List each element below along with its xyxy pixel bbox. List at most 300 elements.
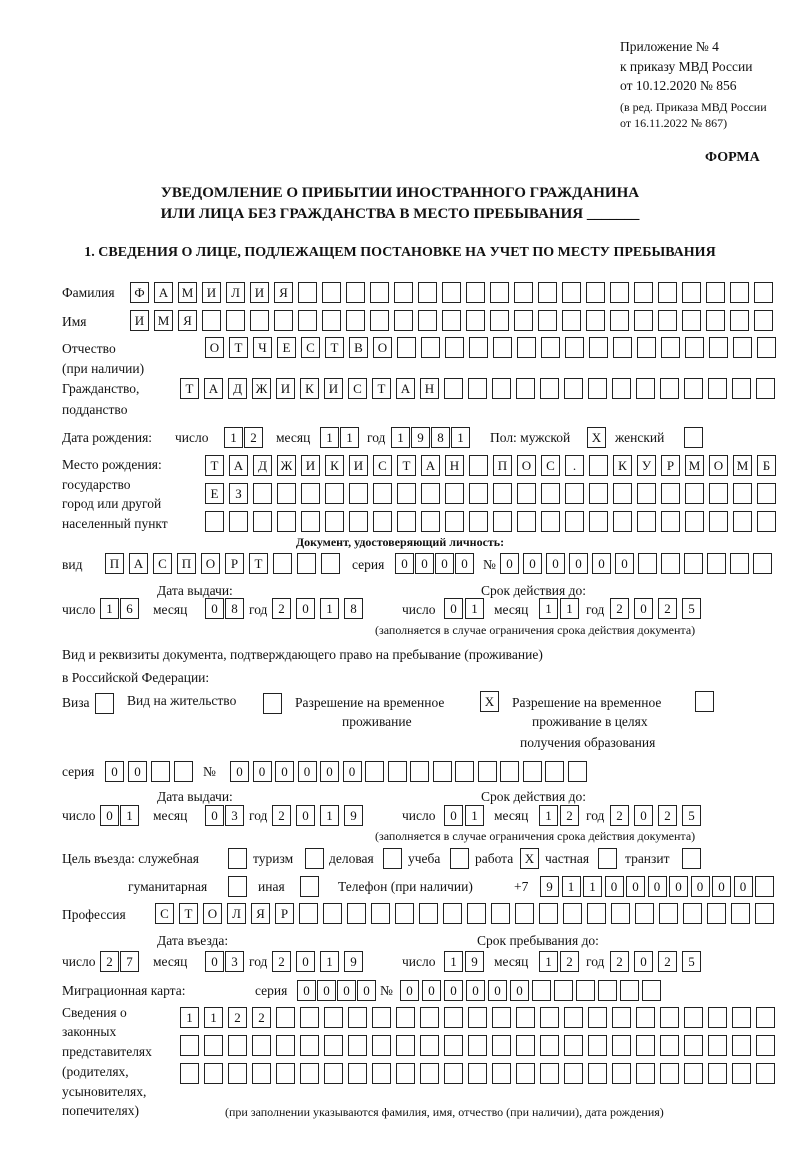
char-box[interactable]: 0 bbox=[320, 761, 339, 782]
char-box[interactable]: 3 bbox=[225, 951, 244, 972]
char-box[interactable] bbox=[541, 483, 560, 504]
char-box[interactable] bbox=[273, 553, 292, 574]
char-box[interactable] bbox=[397, 511, 416, 532]
char-box[interactable] bbox=[300, 876, 319, 897]
char-box[interactable] bbox=[613, 511, 632, 532]
char-box[interactable]: 2 bbox=[244, 427, 263, 448]
char-box[interactable]: 1 bbox=[320, 598, 339, 619]
char-box[interactable] bbox=[297, 553, 316, 574]
char-box[interactable] bbox=[372, 1063, 391, 1084]
char-box[interactable] bbox=[253, 511, 272, 532]
char-box[interactable] bbox=[613, 483, 632, 504]
char-box[interactable]: 9 bbox=[344, 805, 363, 826]
char-box[interactable] bbox=[324, 1007, 343, 1028]
char-box[interactable] bbox=[540, 378, 559, 399]
char-box[interactable]: 1 bbox=[465, 598, 484, 619]
char-box[interactable]: К bbox=[325, 455, 344, 476]
char-box[interactable]: С bbox=[348, 378, 367, 399]
char-box[interactable] bbox=[300, 1007, 319, 1028]
char-box[interactable] bbox=[709, 511, 728, 532]
char-box[interactable]: 0 bbox=[691, 876, 710, 897]
char-box[interactable]: 0 bbox=[444, 980, 463, 1001]
char-box[interactable]: А bbox=[396, 378, 415, 399]
char-box[interactable]: 0 bbox=[712, 876, 731, 897]
char-box[interactable]: 0 bbox=[615, 553, 634, 574]
char-box[interactable] bbox=[541, 511, 560, 532]
char-box[interactable]: 1 bbox=[180, 1007, 199, 1028]
char-box[interactable] bbox=[410, 761, 429, 782]
char-box[interactable] bbox=[732, 1007, 751, 1028]
char-box[interactable]: С bbox=[541, 455, 560, 476]
char-box[interactable] bbox=[684, 1035, 703, 1056]
char-box[interactable] bbox=[388, 761, 407, 782]
char-box[interactable] bbox=[565, 483, 584, 504]
char-box[interactable]: 0 bbox=[444, 598, 463, 619]
char-box[interactable]: М bbox=[154, 310, 173, 331]
char-box[interactable] bbox=[708, 1035, 727, 1056]
char-box[interactable]: 0 bbox=[523, 553, 542, 574]
char-box[interactable]: 1 bbox=[539, 805, 558, 826]
char-box[interactable] bbox=[370, 310, 389, 331]
char-box[interactable] bbox=[493, 483, 512, 504]
char-box[interactable]: Р bbox=[275, 903, 294, 924]
char-box[interactable] bbox=[421, 511, 440, 532]
char-box[interactable]: 0 bbox=[205, 805, 224, 826]
char-box[interactable] bbox=[365, 761, 384, 782]
char-box[interactable] bbox=[325, 511, 344, 532]
char-box[interactable]: О bbox=[201, 553, 220, 574]
char-box[interactable] bbox=[443, 903, 462, 924]
char-box[interactable] bbox=[321, 553, 340, 574]
char-box[interactable]: Н bbox=[445, 455, 464, 476]
char-box[interactable]: 0 bbox=[435, 553, 454, 574]
char-box[interactable]: 0 bbox=[415, 553, 434, 574]
char-box[interactable] bbox=[708, 1007, 727, 1028]
char-box[interactable]: Я bbox=[251, 903, 270, 924]
char-box[interactable] bbox=[397, 483, 416, 504]
char-box[interactable]: 3 bbox=[225, 805, 244, 826]
char-box[interactable]: Т bbox=[205, 455, 224, 476]
char-box[interactable]: 8 bbox=[431, 427, 450, 448]
char-box[interactable] bbox=[598, 848, 617, 869]
char-box[interactable] bbox=[253, 483, 272, 504]
char-box[interactable]: 0 bbox=[296, 951, 315, 972]
char-box[interactable] bbox=[684, 553, 703, 574]
char-box[interactable] bbox=[500, 761, 519, 782]
char-box[interactable] bbox=[383, 848, 402, 869]
char-box[interactable] bbox=[756, 378, 775, 399]
char-box[interactable]: З bbox=[229, 483, 248, 504]
char-box[interactable]: 0 bbox=[357, 980, 376, 1001]
char-box[interactable] bbox=[564, 1063, 583, 1084]
char-box[interactable] bbox=[684, 1007, 703, 1028]
char-box[interactable] bbox=[469, 511, 488, 532]
char-box[interactable] bbox=[420, 1007, 439, 1028]
char-box[interactable] bbox=[637, 483, 656, 504]
char-box[interactable]: Е bbox=[277, 337, 296, 358]
char-box[interactable]: 0 bbox=[400, 980, 419, 1001]
char-box[interactable] bbox=[323, 903, 342, 924]
char-box[interactable]: 2 bbox=[252, 1007, 271, 1028]
char-box[interactable]: П bbox=[105, 553, 124, 574]
char-box[interactable] bbox=[204, 1035, 223, 1056]
char-box[interactable] bbox=[372, 1035, 391, 1056]
char-box[interactable]: 6 bbox=[120, 598, 139, 619]
char-box[interactable] bbox=[445, 483, 464, 504]
char-box[interactable]: 0 bbox=[205, 951, 224, 972]
char-box[interactable] bbox=[637, 511, 656, 532]
char-box[interactable] bbox=[301, 511, 320, 532]
char-box[interactable]: X bbox=[587, 427, 606, 448]
char-box[interactable] bbox=[348, 1063, 367, 1084]
char-box[interactable]: 2 bbox=[610, 951, 629, 972]
char-box[interactable] bbox=[733, 337, 752, 358]
char-box[interactable] bbox=[684, 1063, 703, 1084]
char-box[interactable] bbox=[754, 282, 773, 303]
char-box[interactable] bbox=[349, 511, 368, 532]
char-box[interactable] bbox=[661, 337, 680, 358]
char-box[interactable] bbox=[492, 1035, 511, 1056]
char-box[interactable]: X bbox=[520, 848, 539, 869]
char-box[interactable]: Е bbox=[205, 483, 224, 504]
char-box[interactable] bbox=[589, 483, 608, 504]
char-box[interactable] bbox=[733, 483, 752, 504]
char-box[interactable]: 2 bbox=[272, 951, 291, 972]
char-box[interactable]: Ж bbox=[252, 378, 271, 399]
char-box[interactable] bbox=[469, 337, 488, 358]
char-box[interactable]: 0 bbox=[296, 805, 315, 826]
char-box[interactable] bbox=[685, 337, 704, 358]
char-box[interactable]: 1 bbox=[562, 876, 581, 897]
char-box[interactable]: 0 bbox=[605, 876, 624, 897]
char-box[interactable]: Т bbox=[397, 455, 416, 476]
char-box[interactable] bbox=[523, 761, 542, 782]
char-box[interactable] bbox=[445, 337, 464, 358]
char-box[interactable] bbox=[634, 310, 653, 331]
char-box[interactable] bbox=[660, 378, 679, 399]
char-box[interactable]: 9 bbox=[465, 951, 484, 972]
char-box[interactable]: 0 bbox=[297, 980, 316, 1001]
char-box[interactable] bbox=[346, 282, 365, 303]
char-box[interactable]: А bbox=[129, 553, 148, 574]
char-box[interactable] bbox=[589, 455, 608, 476]
char-box[interactable] bbox=[540, 1007, 559, 1028]
char-box[interactable]: Ч bbox=[253, 337, 272, 358]
char-box[interactable] bbox=[588, 1007, 607, 1028]
char-box[interactable]: И bbox=[324, 378, 343, 399]
char-box[interactable]: М bbox=[733, 455, 752, 476]
char-box[interactable] bbox=[661, 553, 680, 574]
char-box[interactable]: 0 bbox=[734, 876, 753, 897]
char-box[interactable] bbox=[347, 903, 366, 924]
char-box[interactable]: 2 bbox=[100, 951, 119, 972]
char-box[interactable]: 0 bbox=[337, 980, 356, 1001]
char-box[interactable] bbox=[706, 282, 725, 303]
char-box[interactable] bbox=[733, 511, 752, 532]
char-box[interactable] bbox=[539, 903, 558, 924]
char-box[interactable] bbox=[324, 1063, 343, 1084]
char-box[interactable] bbox=[707, 553, 726, 574]
char-box[interactable]: 2 bbox=[610, 805, 629, 826]
char-box[interactable] bbox=[541, 337, 560, 358]
char-box[interactable]: 1 bbox=[320, 951, 339, 972]
char-box[interactable]: 1 bbox=[320, 805, 339, 826]
char-box[interactable]: 0 bbox=[395, 553, 414, 574]
char-box[interactable]: 0 bbox=[296, 598, 315, 619]
char-box[interactable] bbox=[516, 1007, 535, 1028]
char-box[interactable] bbox=[301, 483, 320, 504]
char-box[interactable] bbox=[612, 1035, 631, 1056]
char-box[interactable] bbox=[598, 980, 617, 1001]
char-box[interactable] bbox=[682, 848, 701, 869]
char-box[interactable] bbox=[636, 1063, 655, 1084]
char-box[interactable]: 0 bbox=[230, 761, 249, 782]
char-box[interactable] bbox=[492, 378, 511, 399]
char-box[interactable] bbox=[346, 310, 365, 331]
char-box[interactable]: 2 bbox=[228, 1007, 247, 1028]
char-box[interactable] bbox=[205, 511, 224, 532]
char-box[interactable]: О bbox=[205, 337, 224, 358]
char-box[interactable] bbox=[348, 1007, 367, 1028]
char-box[interactable] bbox=[635, 903, 654, 924]
char-box[interactable] bbox=[202, 310, 221, 331]
char-box[interactable] bbox=[568, 761, 587, 782]
char-box[interactable] bbox=[661, 483, 680, 504]
char-box[interactable]: 0 bbox=[275, 761, 294, 782]
char-box[interactable] bbox=[732, 378, 751, 399]
char-box[interactable] bbox=[660, 1035, 679, 1056]
char-box[interactable] bbox=[396, 1007, 415, 1028]
char-box[interactable] bbox=[660, 1007, 679, 1028]
char-box[interactable] bbox=[589, 337, 608, 358]
char-box[interactable]: Б bbox=[757, 455, 776, 476]
char-box[interactable] bbox=[708, 378, 727, 399]
char-box[interactable] bbox=[516, 378, 535, 399]
char-box[interactable]: Л bbox=[226, 282, 245, 303]
char-box[interactable]: 2 bbox=[658, 805, 677, 826]
char-box[interactable] bbox=[754, 310, 773, 331]
char-box[interactable]: Т bbox=[229, 337, 248, 358]
char-box[interactable]: Н bbox=[420, 378, 439, 399]
char-box[interactable]: . bbox=[565, 455, 584, 476]
char-box[interactable] bbox=[682, 282, 701, 303]
char-box[interactable] bbox=[226, 310, 245, 331]
char-box[interactable] bbox=[516, 1035, 535, 1056]
char-box[interactable] bbox=[516, 1063, 535, 1084]
char-box[interactable] bbox=[418, 282, 437, 303]
char-box[interactable] bbox=[611, 903, 630, 924]
char-box[interactable] bbox=[540, 1063, 559, 1084]
char-box[interactable]: Т bbox=[180, 378, 199, 399]
char-box[interactable]: 0 bbox=[634, 951, 653, 972]
char-box[interactable] bbox=[732, 1063, 751, 1084]
char-box[interactable]: О bbox=[373, 337, 392, 358]
char-box[interactable] bbox=[397, 337, 416, 358]
char-box[interactable]: О bbox=[517, 455, 536, 476]
char-box[interactable] bbox=[478, 761, 497, 782]
char-box[interactable] bbox=[589, 511, 608, 532]
char-box[interactable]: С bbox=[301, 337, 320, 358]
char-box[interactable]: 0 bbox=[128, 761, 147, 782]
char-box[interactable] bbox=[682, 310, 701, 331]
char-box[interactable] bbox=[562, 282, 581, 303]
char-box[interactable]: 1 bbox=[100, 598, 119, 619]
char-box[interactable] bbox=[732, 1035, 751, 1056]
char-box[interactable]: 1 bbox=[465, 805, 484, 826]
char-box[interactable] bbox=[442, 282, 461, 303]
char-box[interactable]: И bbox=[202, 282, 221, 303]
char-box[interactable] bbox=[228, 1063, 247, 1084]
char-box[interactable] bbox=[564, 1035, 583, 1056]
char-box[interactable]: 0 bbox=[466, 980, 485, 1001]
char-box[interactable] bbox=[180, 1063, 199, 1084]
char-box[interactable] bbox=[755, 903, 774, 924]
char-box[interactable] bbox=[493, 511, 512, 532]
char-box[interactable] bbox=[421, 483, 440, 504]
char-box[interactable] bbox=[612, 1063, 631, 1084]
char-box[interactable] bbox=[95, 693, 114, 714]
char-box[interactable]: 0 bbox=[253, 761, 272, 782]
char-box[interactable] bbox=[421, 337, 440, 358]
char-box[interactable] bbox=[757, 337, 776, 358]
char-box[interactable] bbox=[490, 310, 509, 331]
char-box[interactable]: Т bbox=[372, 378, 391, 399]
char-box[interactable] bbox=[514, 310, 533, 331]
char-box[interactable] bbox=[395, 903, 414, 924]
char-box[interactable]: И bbox=[276, 378, 295, 399]
char-box[interactable] bbox=[276, 1063, 295, 1084]
char-box[interactable]: X bbox=[480, 691, 499, 712]
char-box[interactable]: 0 bbox=[669, 876, 688, 897]
char-box[interactable] bbox=[638, 553, 657, 574]
char-box[interactable]: К bbox=[613, 455, 632, 476]
char-box[interactable] bbox=[373, 511, 392, 532]
char-box[interactable] bbox=[493, 337, 512, 358]
char-box[interactable] bbox=[325, 483, 344, 504]
char-box[interactable]: Д bbox=[228, 378, 247, 399]
char-box[interactable]: О bbox=[203, 903, 222, 924]
char-box[interactable]: О bbox=[709, 455, 728, 476]
char-box[interactable] bbox=[305, 848, 324, 869]
char-box[interactable] bbox=[564, 378, 583, 399]
char-box[interactable]: 1 bbox=[204, 1007, 223, 1028]
char-box[interactable] bbox=[444, 1063, 463, 1084]
char-box[interactable] bbox=[515, 903, 534, 924]
char-box[interactable] bbox=[637, 337, 656, 358]
char-box[interactable]: 7 bbox=[120, 951, 139, 972]
char-box[interactable]: С bbox=[153, 553, 172, 574]
char-box[interactable] bbox=[466, 310, 485, 331]
char-box[interactable]: 2 bbox=[272, 598, 291, 619]
char-box[interactable] bbox=[433, 761, 452, 782]
char-box[interactable]: 2 bbox=[272, 805, 291, 826]
char-box[interactable] bbox=[610, 282, 629, 303]
char-box[interactable] bbox=[300, 1063, 319, 1084]
char-box[interactable] bbox=[419, 903, 438, 924]
char-box[interactable] bbox=[373, 483, 392, 504]
char-box[interactable] bbox=[174, 761, 193, 782]
char-box[interactable] bbox=[730, 310, 749, 331]
char-box[interactable] bbox=[469, 483, 488, 504]
char-box[interactable] bbox=[757, 483, 776, 504]
char-box[interactable] bbox=[564, 1007, 583, 1028]
char-box[interactable] bbox=[348, 1035, 367, 1056]
char-box[interactable] bbox=[468, 378, 487, 399]
char-box[interactable] bbox=[349, 483, 368, 504]
char-box[interactable] bbox=[229, 511, 248, 532]
char-box[interactable]: 1 bbox=[340, 427, 359, 448]
char-box[interactable] bbox=[661, 511, 680, 532]
char-box[interactable] bbox=[588, 1035, 607, 1056]
char-box[interactable] bbox=[418, 310, 437, 331]
char-box[interactable]: 0 bbox=[422, 980, 441, 1001]
char-box[interactable] bbox=[586, 310, 605, 331]
char-box[interactable] bbox=[634, 282, 653, 303]
char-box[interactable] bbox=[324, 1035, 343, 1056]
char-box[interactable]: 2 bbox=[658, 951, 677, 972]
char-box[interactable]: И bbox=[250, 282, 269, 303]
char-box[interactable] bbox=[612, 1007, 631, 1028]
char-box[interactable] bbox=[277, 511, 296, 532]
char-box[interactable]: 5 bbox=[682, 598, 701, 619]
char-box[interactable]: М bbox=[178, 282, 197, 303]
char-box[interactable]: Я bbox=[274, 282, 293, 303]
char-box[interactable]: И bbox=[130, 310, 149, 331]
char-box[interactable] bbox=[228, 876, 247, 897]
char-box[interactable] bbox=[491, 903, 510, 924]
char-box[interactable]: А bbox=[229, 455, 248, 476]
char-box[interactable] bbox=[709, 337, 728, 358]
char-box[interactable] bbox=[730, 282, 749, 303]
char-box[interactable] bbox=[517, 511, 536, 532]
char-box[interactable]: Ф bbox=[130, 282, 149, 303]
char-box[interactable] bbox=[562, 310, 581, 331]
char-box[interactable]: И bbox=[301, 455, 320, 476]
char-box[interactable] bbox=[420, 1063, 439, 1084]
char-box[interactable]: Р bbox=[661, 455, 680, 476]
char-box[interactable]: 9 bbox=[540, 876, 559, 897]
char-box[interactable] bbox=[554, 980, 573, 1001]
char-box[interactable]: Л bbox=[227, 903, 246, 924]
char-box[interactable]: 1 bbox=[120, 805, 139, 826]
char-box[interactable] bbox=[455, 761, 474, 782]
char-box[interactable] bbox=[450, 848, 469, 869]
char-box[interactable]: 0 bbox=[444, 805, 463, 826]
char-box[interactable] bbox=[538, 282, 557, 303]
char-box[interactable]: 2 bbox=[658, 598, 677, 619]
char-box[interactable]: М bbox=[685, 455, 704, 476]
char-box[interactable] bbox=[576, 980, 595, 1001]
char-box[interactable]: Т bbox=[249, 553, 268, 574]
char-box[interactable]: 1 bbox=[391, 427, 410, 448]
char-box[interactable]: Т bbox=[179, 903, 198, 924]
char-box[interactable] bbox=[730, 553, 749, 574]
char-box[interactable] bbox=[517, 483, 536, 504]
char-box[interactable]: 1 bbox=[583, 876, 602, 897]
char-box[interactable] bbox=[588, 378, 607, 399]
char-box[interactable]: 0 bbox=[205, 598, 224, 619]
char-box[interactable] bbox=[322, 310, 341, 331]
char-box[interactable] bbox=[658, 282, 677, 303]
char-box[interactable] bbox=[298, 310, 317, 331]
char-box[interactable] bbox=[695, 691, 714, 712]
char-box[interactable]: 2 bbox=[560, 951, 579, 972]
char-box[interactable] bbox=[684, 378, 703, 399]
char-box[interactable] bbox=[610, 310, 629, 331]
char-box[interactable]: А bbox=[154, 282, 173, 303]
char-box[interactable]: 1 bbox=[224, 427, 243, 448]
char-box[interactable] bbox=[683, 903, 702, 924]
